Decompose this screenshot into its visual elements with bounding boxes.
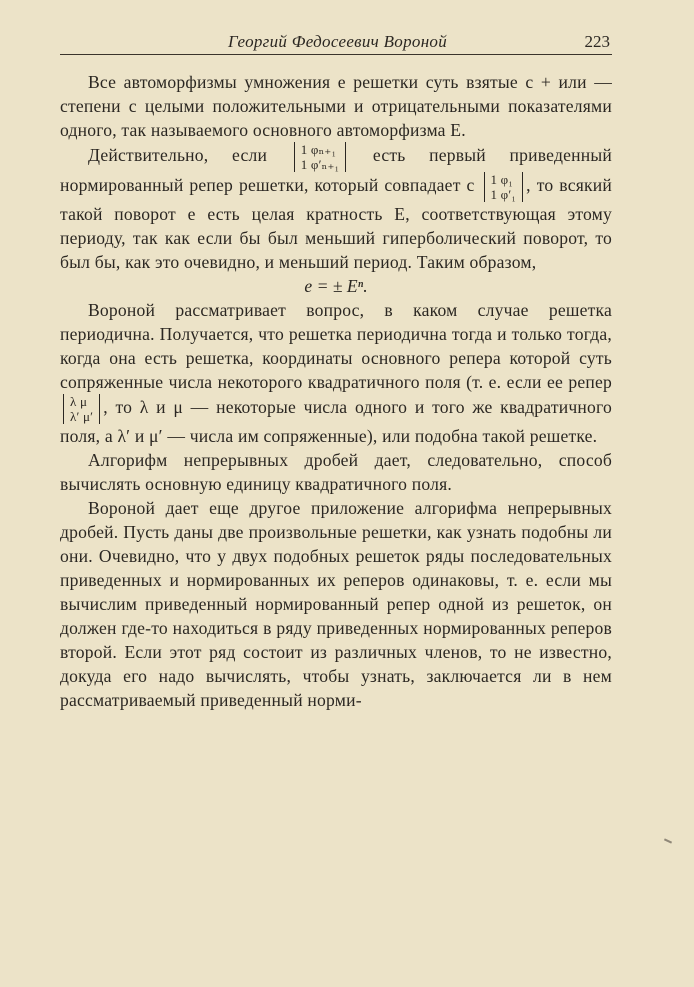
matrix-reper-lambda [63,394,100,424]
matrix-reper-n1 [294,142,347,172]
matrix-row: λ′ μ′ [70,409,94,424]
paragraph-3-text-b: , то λ и μ — некоторые числа одного и того же квадратичного поля, а λ′ и μ′ — числа им сопряженные), или подобна такой решетке. [60,397,612,446]
paragraph-2-text-b: есть первый приведенный нормированный репер решетки, который совпадает с [60,145,612,196]
body-text [60,70,612,712]
matrix-row: λ μ [70,394,88,409]
paragraph-1: Все автоморфизмы умножения e решетки суть взятые с + или — степени с целыми положительными и отрицательными показателями одного, так называемого основного автоморфизма E. [60,72,612,140]
running-title: Георгий Федосеевич Вороной [228,32,448,51]
paragraph-2-text-a: Действительно, если [88,145,268,166]
margin-mark [664,838,672,843]
matrix-row: 1 φ′₁ [490,187,517,202]
paragraph-3-text-a: Вороной рассматривает вопрос, в каком случае решетка периодична. Получается, что решетка периодична тогда и только тогда, когда она есть решетка, координаты основного репера которой суть сопряженные числа некоторого квадратичного поля (т. е. если ее репер [60,300,612,392]
matrix-reper-1 [484,172,524,202]
formula: e = ± Eⁿ. [304,276,368,296]
paragraph-4: Алгорифм непрерывных дробей дает, следовательно, способ вычислять основную единицу квадратичного поля. [60,450,612,494]
paragraph-2-text-c: , то всякий такой поворот e есть целая кратность E, соответствующая этому периоду, так как если бы был меньший гиперболический поворот, то был бы, как это очевидно, и меньший период. Таким образом, [60,175,612,272]
matrix-row: 1 φₙ₊₁ [300,142,337,157]
page-number: 223 [584,32,610,51]
paragraph-3 [60,298,612,448]
paragraph-2 [60,142,612,274]
matrix-row: 1 φ′ₙ₊₁ [300,157,340,172]
paragraph-5: Вороной дает еще другое приложение алгорифма непрерывных дробей. Пусть даны две произвольные решетки, как узнать подобны ли они. Очевидно, что у двух подобных решеток ряды последовательных приведенных и нормированных их реперов одинаковы, т. е. если мы вычислим приведенный нормированный репер одной из решеток, он должен где-то находиться в ряду приведенных нормированных реперов второй. Если этот ряд состоит из различных членов, то не известно, докуда его надо вычислять, чтобы узнать, заключается ли в нем рассматриваемый приведенный норми- [60,498,612,710]
running-header [60,30,612,55]
matrix-row: 1 φ₁ [490,172,514,187]
